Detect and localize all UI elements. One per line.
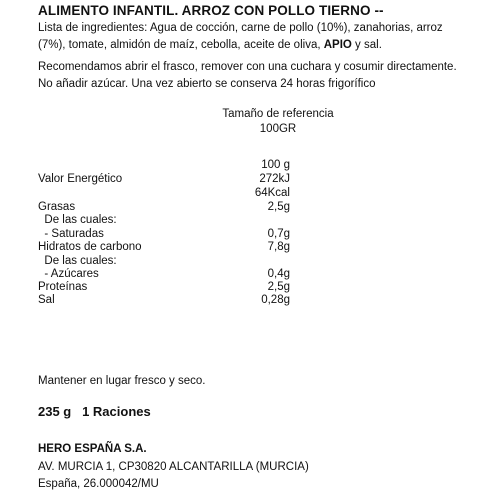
nutrient-value: 2,5g xyxy=(267,201,290,213)
nutrient-value: 272kJ xyxy=(259,173,290,185)
manufacturer-address: AV. MURCIA 1, CP30820 ALCANTARILLA (MURCIA) xyxy=(38,461,309,473)
usage-recommendations: Recomendamos abrir el frasco, remover con una cuchara y cosumir directamente. No añadir azúcar. Una vez abierto se conserva 24 horas frigorífico xyxy=(38,61,457,90)
nutrient-value: 64Kcal xyxy=(254,187,290,199)
ingredients-list xyxy=(38,20,468,54)
nutrient-label: - Azúcares xyxy=(38,268,99,280)
nutrient-label: Proteínas xyxy=(38,281,88,293)
storage-instructions: Mantener en lugar fresco y seco. xyxy=(38,375,206,387)
nutrient-label: Sal xyxy=(38,294,55,306)
ingredients-text: Lista de ingredientes: Agua de cocción, carne de pollo (10%), zanahorias, arroz (7%), tomate, almidón de maíz, cebolla, aceite de oliva, xyxy=(38,22,443,51)
nutrient-value: 2,5g xyxy=(267,281,290,293)
nutrient-label: Valor Energético xyxy=(38,173,123,185)
nutrient-label: De las cuales: xyxy=(38,255,117,267)
ingredients-suffix: y sal. xyxy=(351,39,382,51)
nutrient-value: 7,8g xyxy=(267,241,290,253)
allergen-highlight: APIO xyxy=(323,39,352,51)
net-weight-portions: 235 g 1 Raciones xyxy=(38,404,151,419)
reference-size-header xyxy=(222,107,334,137)
nutrition-per-amount: 100 g xyxy=(261,159,290,171)
product-title: ALIMENTO INFANTIL. ARROZ CON POLLO TIERNO -- xyxy=(38,3,384,18)
manufacturer-name: HERO ESPAÑA S.A. xyxy=(38,443,147,455)
reference-size-label: Tamaño de referencia xyxy=(222,108,334,120)
nutrient-value: 0,28g xyxy=(261,294,290,306)
manufacturer-registry: España, 26.000042/MU xyxy=(38,478,159,490)
nutrient-label: - Saturadas xyxy=(38,228,104,240)
nutrient-label: Hidratos de carbono xyxy=(38,241,142,253)
nutrient-label: Grasas xyxy=(38,201,76,213)
reference-size-amount: 100GR xyxy=(259,123,297,135)
nutrient-value: 0,7g xyxy=(267,228,290,240)
nutrient-label: De las cuales: xyxy=(38,214,117,226)
nutrient-value: 0,4g xyxy=(267,268,290,280)
